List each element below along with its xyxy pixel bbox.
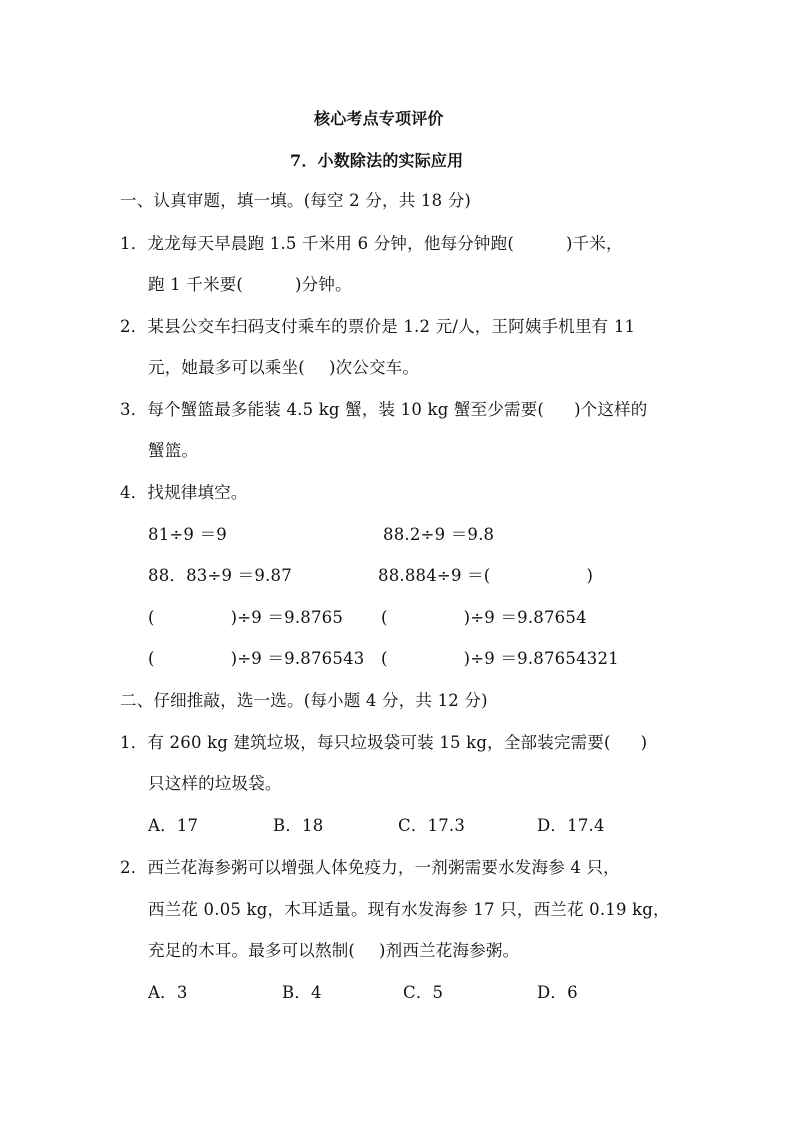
section1-heading: 一、认真审题，填一填。(每空 2 分，共 18 分): [120, 191, 472, 210]
s1-q2-text-c: )次公交车。: [328, 358, 420, 377]
s1-q2-line2: [148, 357, 419, 379]
page-subtitle: 7．小数除法的实际应用: [290, 151, 464, 170]
s1-q3-text-a: 3．每个蟹篮最多能装 4.5 kg 蟹，装 10 kg 蟹至少需要(: [120, 400, 545, 419]
s1-q2-line1: 2．某县公交车扫码支付乘车的票价是 1.2 元/人，王阿姨手机里有 11: [120, 317, 636, 336]
s2-q1-option-b[interactable]: B．18: [273, 816, 324, 835]
pattern-r4c1-text: )÷9 ＝9.876543: [230, 649, 365, 668]
paren-close: ): [640, 733, 648, 752]
pattern-r2c1: 88．83÷9 ＝9.87: [148, 566, 292, 585]
s1-q3-line2: 蟹篮。: [148, 441, 199, 460]
s2-q2-line1: 2．西兰花海参粥可以增强人体免疫力，一剂粥需要水发海参 4 只，: [120, 858, 620, 877]
pattern-r4c1: [148, 648, 364, 670]
page-title: 核心考点专项评价: [314, 109, 444, 128]
s1-q1-text-b: )千米，: [565, 234, 623, 253]
s1-q1-text-a: 1．龙龙每天早晨跑 1.5 千米用 6 分钟，他每分钟跑(: [120, 234, 514, 253]
section2-heading: 二、仔细推敲，选一选。(每小题 4 分，共 12 分): [120, 691, 488, 710]
paren-open: (: [381, 608, 388, 627]
s2-q2-line2: 西兰花 0.05 kg，木耳适量。现有水发海参 17 只，西兰花 0.19 kg，: [148, 900, 670, 919]
s1-q3-text-b: )个这样的: [574, 400, 648, 419]
s1-q3-line1: [120, 399, 648, 421]
s2-q2-text-d: )剂西兰花海参粥。: [379, 941, 520, 960]
pattern-r2c2-text: 88.884÷9 ＝(: [378, 566, 491, 585]
s2-q1-line2: 只这样的垃圾袋。: [148, 774, 282, 793]
s2-q1-text-a: 1．有 260 kg 建筑垃圾，每只垃圾袋可装 15 kg，全部装完需要(: [120, 733, 611, 752]
pattern-r1c2: 88.2÷9 ＝9.8: [383, 525, 495, 544]
s2-q2-option-c[interactable]: C．5: [403, 983, 444, 1002]
s2-q1-option-a[interactable]: A．17: [148, 816, 199, 835]
pattern-r2c2: [378, 565, 593, 587]
s1-q2-text-b: 元，她最多可以乘坐(: [148, 358, 305, 377]
s2-q1-line1: [120, 732, 647, 754]
pattern-r3c2: [381, 607, 587, 629]
s2-q2-option-a[interactable]: A．3: [148, 983, 188, 1002]
pattern-r3c1: [148, 607, 343, 629]
paren-open: (: [148, 608, 155, 627]
paren-open: (: [381, 649, 388, 668]
pattern-r4c2: [381, 648, 619, 670]
s2-q2-line3: [148, 940, 519, 962]
s1-q1-line1: [120, 233, 623, 255]
pattern-r1c1: 81÷9 ＝9: [148, 525, 227, 544]
s2-q1-option-c[interactable]: C．17.3: [398, 816, 466, 835]
pattern-r3c1-text: )÷9 ＝9.8765: [230, 608, 344, 627]
s1-q1-text-c: 跑 1 千米要(: [148, 275, 244, 294]
s2-q2-option-b[interactable]: B．4: [282, 983, 322, 1002]
s1-q1-line2: [148, 274, 352, 296]
s2-q2-option-d[interactable]: D．6: [537, 983, 578, 1002]
paren-close: ): [586, 566, 594, 585]
s2-q2-text-c: 充足的木耳。最多可以熬制(: [148, 941, 356, 960]
s1-q4-heading: 4．找规律填空。: [120, 483, 248, 502]
pattern-r3c2-text: )÷9 ＝9.87654: [463, 608, 587, 627]
paren-open: (: [148, 649, 155, 668]
s2-q1-option-d[interactable]: D．17.4: [537, 816, 605, 835]
pattern-r4c2-text: )÷9 ＝9.87654321: [463, 649, 619, 668]
s1-q1-text-d: )分钟。: [295, 275, 352, 294]
